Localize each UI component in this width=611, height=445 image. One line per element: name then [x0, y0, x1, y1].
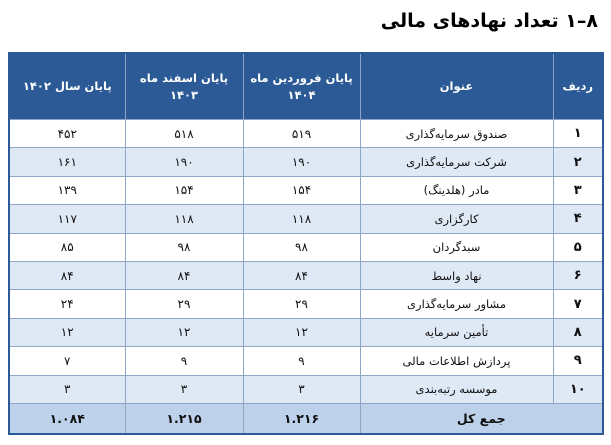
row-index: ۸: [553, 318, 603, 346]
row-esfand-1403: ۹۸: [125, 233, 243, 261]
table-row: [9, 261, 603, 289]
row-title: تأمین سرمایه: [360, 318, 553, 346]
row-index: ۵: [553, 233, 603, 261]
row-year-1402: ۴۵۲: [9, 120, 125, 148]
table-row: [9, 176, 603, 204]
table-row: [9, 148, 603, 176]
col-header-title: عنوان: [360, 53, 553, 120]
row-farvardin-1404: ۲۹: [243, 290, 360, 318]
total-row: [9, 404, 603, 435]
row-farvardin-1404: ۹۸: [243, 233, 360, 261]
row-year-1402: ۸۴: [9, 261, 125, 289]
total-label: جمع کل: [360, 404, 603, 435]
row-esfand-1403: ۵۱۸: [125, 120, 243, 148]
col-header-farvardin-1404: پایان فروردین ماه ۱۴۰۴: [243, 53, 360, 120]
table-row: [9, 347, 603, 375]
row-year-1402: ۱۱۷: [9, 205, 125, 233]
row-farvardin-1404: ۱۵۴: [243, 176, 360, 204]
row-index: ۶: [553, 261, 603, 289]
col-header-index: ردیف: [553, 53, 603, 120]
row-index: ۴: [553, 205, 603, 233]
row-year-1402: ۷: [9, 347, 125, 375]
row-title: نهاد واسط: [360, 261, 553, 289]
col-header-year-1402: پایان سال ۱۴۰۲: [9, 53, 125, 120]
total-col3: ۱.۰۸۴: [9, 404, 125, 435]
table-row: [9, 318, 603, 346]
table-body: [9, 120, 603, 404]
row-esfand-1403: ۹: [125, 347, 243, 375]
col-header-esfand-1403: پایان اسفند ماه ۱۴۰۳: [125, 53, 243, 120]
total-col2: ۱.۲۱۵: [125, 404, 243, 435]
table-row: [9, 205, 603, 233]
row-title: پردازش اطلاعات مالی: [360, 347, 553, 375]
row-title: شرکت سرمایه‌گذاری: [360, 148, 553, 176]
row-farvardin-1404: ۱۱۸: [243, 205, 360, 233]
row-year-1402: ۱۲: [9, 318, 125, 346]
row-farvardin-1404: ۱۹۰: [243, 148, 360, 176]
row-farvardin-1404: ۱۲: [243, 318, 360, 346]
row-index: ۳: [553, 176, 603, 204]
row-esfand-1403: ۲۹: [125, 290, 243, 318]
financial-institutions-table: [8, 52, 604, 435]
row-farvardin-1404: ۸۴: [243, 261, 360, 289]
page-title: ۸–۱ تعداد نهادهای مالی: [380, 10, 598, 32]
row-title: مادر (هلدینگ): [360, 176, 553, 204]
row-title: مشاور سرمایه‌گذاری: [360, 290, 553, 318]
row-year-1402: ۱۳۹: [9, 176, 125, 204]
row-esfand-1403: ۳: [125, 375, 243, 403]
table-row: [9, 233, 603, 261]
row-year-1402: ۱۶۱: [9, 148, 125, 176]
table-row: [9, 290, 603, 318]
row-year-1402: ۸۵: [9, 233, 125, 261]
row-esfand-1403: ۱۲: [125, 318, 243, 346]
row-index: ۹: [553, 347, 603, 375]
row-title: سبدگردان: [360, 233, 553, 261]
row-index: ۲: [553, 148, 603, 176]
row-year-1402: ۲۴: [9, 290, 125, 318]
row-index: ۷: [553, 290, 603, 318]
row-title: موسسه رتبه‌بندی: [360, 375, 553, 403]
row-title: کارگزاری: [360, 205, 553, 233]
row-index: ۱: [553, 120, 603, 148]
row-esfand-1403: ۱۹۰: [125, 148, 243, 176]
row-esfand-1403: ۱۱۸: [125, 205, 243, 233]
table-header-row: [9, 53, 603, 120]
table-row: [9, 120, 603, 148]
total-col1: ۱.۲۱۶: [243, 404, 360, 435]
table-row: [9, 375, 603, 403]
row-farvardin-1404: ۹: [243, 347, 360, 375]
row-farvardin-1404: ۵۱۹: [243, 120, 360, 148]
row-esfand-1403: ۸۴: [125, 261, 243, 289]
row-index: ۱۰: [553, 375, 603, 403]
row-esfand-1403: ۱۵۴: [125, 176, 243, 204]
row-title: صندوق سرمایه‌گذاری: [360, 120, 553, 148]
row-farvardin-1404: ۳: [243, 375, 360, 403]
row-year-1402: ۳: [9, 375, 125, 403]
